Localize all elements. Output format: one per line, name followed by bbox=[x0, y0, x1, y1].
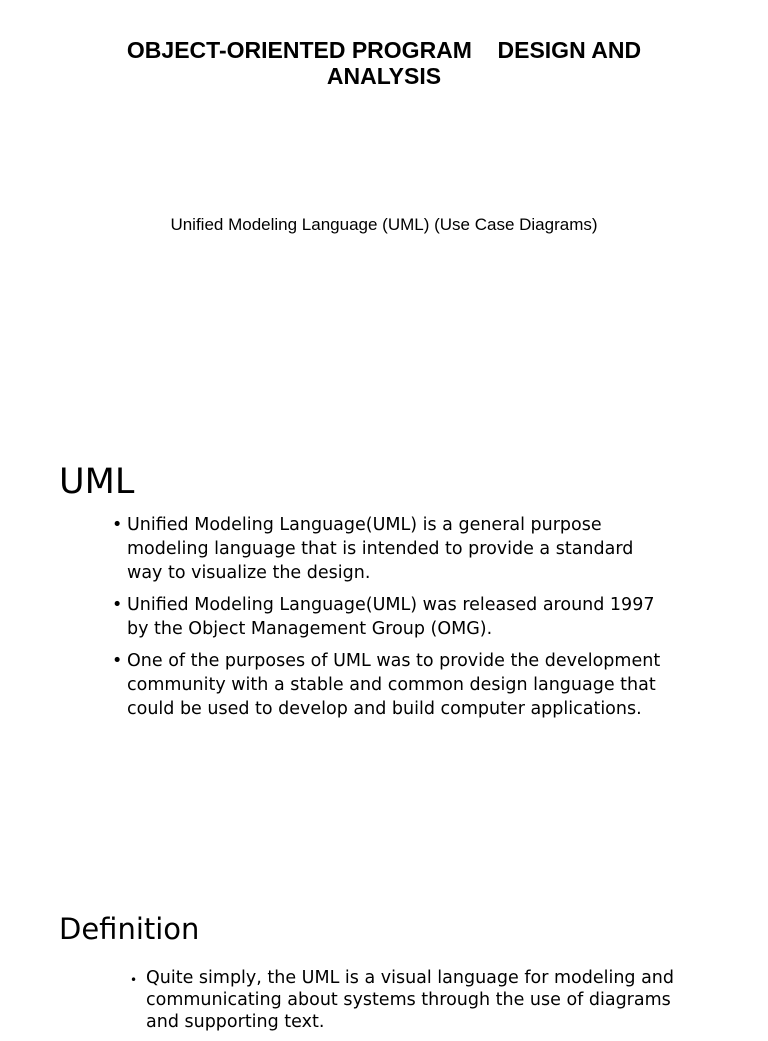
bullet-icon: • bbox=[112, 595, 123, 615]
bullet-icon: • bbox=[112, 515, 123, 535]
list-item bbox=[130, 967, 690, 1033]
page-title: OBJECT-ORIENTED PROGRAM DESIGN AND ANALYSIS bbox=[126, 37, 642, 89]
list-item bbox=[112, 593, 672, 641]
list-item bbox=[112, 513, 672, 585]
bullet-icon: • bbox=[112, 651, 123, 671]
bullet-text: Unified Modeling Language(UML) was released around 1997 by the Object Management Group (OMG). bbox=[127, 595, 655, 639]
bullet-text: Quite simply, the UML is a visual language for modeling and communicating about systems through the use of diagrams and supporting text. bbox=[146, 968, 675, 1032]
bullet-icon: • bbox=[130, 973, 138, 987]
definition-heading: Definition bbox=[59, 912, 200, 946]
definition-bullet-list bbox=[130, 967, 690, 1041]
uml-slide bbox=[0, 400, 768, 840]
definition-slide bbox=[0, 880, 768, 1032]
uml-heading: UML bbox=[59, 462, 135, 502]
title-slide bbox=[0, 0, 768, 400]
list-item bbox=[112, 649, 672, 721]
bullet-text: One of the purposes of UML was to provide the development community with a stable and common design language that could be used to develop and build computer applications. bbox=[127, 651, 661, 719]
bullet-text: Unified Modeling Language(UML) is a general purpose modeling language that is intended to provide a standard way to visualize the design. bbox=[127, 515, 634, 583]
uml-bullet-list bbox=[112, 513, 672, 729]
page-subtitle: Unified Modeling Language (UML) (Use Case Diagrams) bbox=[170, 215, 598, 234]
